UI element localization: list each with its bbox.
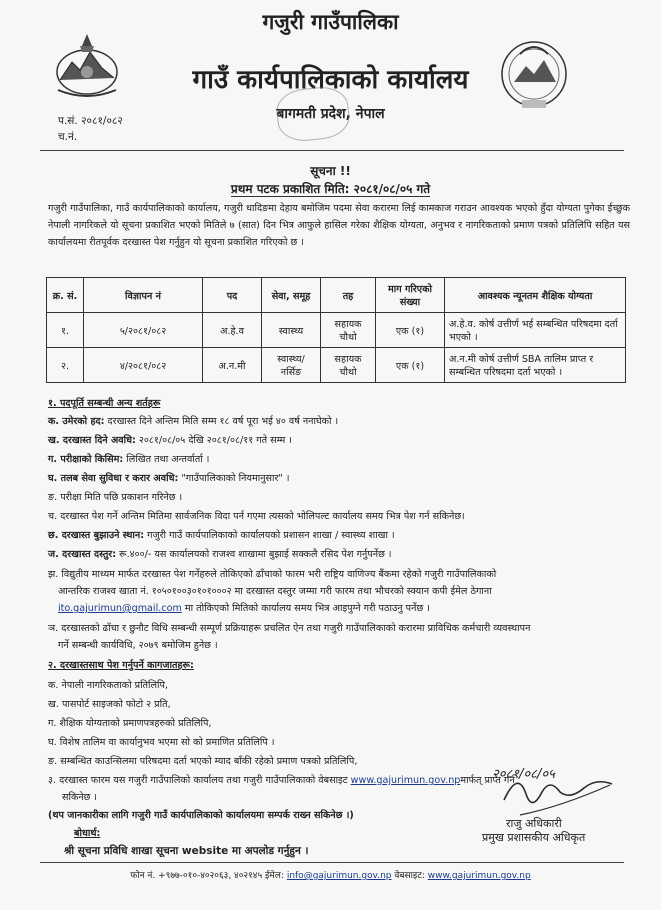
col-header: सेवा, समूह (262, 278, 321, 313)
condition-item: च. दरखास्त पेश गर्ने अन्तिम मितिमा सार्वजनिक विदा पर्न गएमा त्यसको भोलिपल्ट कार्यालय समय भित्र पेश गर्न सकिनेछ। (48, 511, 465, 522)
notice-subtitle (0, 180, 661, 197)
email-link[interactable]: ito.gajurimun@gmail.com (58, 603, 182, 614)
document-item: ग. शैक्षिक योग्यताको प्रमाणपत्रहरुको प्रतिलिपि, (48, 718, 212, 729)
municipality-logo-icon (498, 30, 570, 116)
notice-title: सूचना !! (310, 164, 351, 178)
office-name: गाउँ कार्यपालिकाको कार्यालय (192, 65, 469, 95)
cell-service: स्वास्थ्य (262, 313, 321, 348)
table-row (47, 313, 626, 348)
publication-date: प्रथम पटक प्रकाशित मिति: २०८१/०८/०५ गते (230, 182, 431, 196)
document-item: घ. विशेष तालिम वा कार्यानुभव भएमा सो को प्रमाणित प्रतिलिपि । (48, 737, 275, 748)
col-header: पद (203, 278, 262, 313)
header-divider (40, 150, 624, 151)
condition-item: ज. दरखास्त दस्तुर: रू.४००/- यस कार्यालयको राजश्व शाखामा बुझाई सक्कलै रसिद पेश गर्नुपर्नेछ । (48, 549, 392, 560)
handwritten-date: २०८१/०८/०५ (492, 767, 555, 782)
cell-qualification: अ.न.मी कोर्ष उत्तीर्ण SBA तालिम प्राप्त र सम्बन्धित परिषदमा दर्ता भएको । (445, 348, 626, 383)
footer-phone: फोन नं. +९७७-०१०-४०२०६३, ४०२१४५ (130, 871, 263, 881)
document-item: ङ. सम्बन्धित काउन्सिलमा परिषदमा दर्ता भएको म्याद बाँकी रहेको प्रमाण पत्रको प्रतिलिपि, (48, 756, 358, 767)
website-link[interactable]: www.gajurimun.gov.np (350, 775, 461, 786)
table-row (47, 348, 626, 383)
cell-post: अ.हे.व (203, 313, 262, 348)
condition-item-nya: ञ. दरखास्तको ढाँचा र छुनौट विधि सम्बन्धी सम्पूर्ण प्रक्रियाहरू प्रचलित ऐन तथा गजुरी गाउँपालिकाको करारमा प्राविधिक कर्मचारी व्यवस्थापन गर्ने सम्बन्धी कार्यविधि, २०७९ बमोजिम हुनेछ । (48, 623, 531, 651)
office-address: बागमती प्रदेश, नेपाल (276, 106, 385, 122)
dispatch-number: च.नं. (58, 131, 78, 143)
table-header-row (47, 278, 626, 313)
signer-title: प्रमुख प्रशासकीय अधिकृत (482, 831, 586, 844)
org-name: गजुरी गाउँपालिका (262, 10, 399, 34)
cell-serial: २. (47, 348, 84, 383)
footer-contact: फोन नं. +९७७-०१०-४०२०६३, ४०२१४५ ईमेल: info@gajurimun.gov.np वेबसाइट: www.gajurimun.gov.np (130, 871, 531, 881)
cell-level: सहायक चौथो (321, 348, 376, 383)
form-availability-cont: सकिनेछ । (62, 792, 98, 803)
footer-web-link[interactable]: www.gajurimun.gov.np (427, 871, 531, 881)
reference-number: प.सं. २०८१/०८२ (58, 115, 123, 127)
documents-heading: २. दरखास्तसाथ पेश गर्नुपर्ने कागजातहरू: (48, 660, 194, 671)
col-header: विज्ञापन नं (84, 278, 203, 313)
cc-line: श्री सूचना प्रविधि शाखा सूचना website मा अपलोड गर्नुहुन । (64, 845, 309, 857)
cc-heading: बोधार्थ: (74, 828, 101, 839)
cell-level: सहायक चौथो (321, 313, 376, 348)
condition-item-jha: झ. विद्युतीय माध्यम मार्फत दरखास्त पेश गर्नेहरुले तोकिएको ढाँचाको फारम भरी राष्ट्रिय वाणिज्य बैंकमा रहेको गजुरी गाउँपालिकाको आन्तरिक राजश्व खाता नं. १०५०१००३०१०१०००२ मा दरखास्त दस्तुर जम्मा गरी फारम तथा भौचरको स्क्यान कपी ईमेल ठेगाना ito.gajurimun@gmail.com मा तोकिएको मितिको कार्यालय समय भित्र आइपुग्ने गरी पठाउनु पर्नेछ । (48, 569, 497, 614)
cell-serial: १. (47, 313, 84, 348)
cell-post: अ.न.मी (203, 348, 262, 383)
cell-ad-number: ४/२०८१/०८२ (84, 348, 203, 383)
signer-name: राजु अधिकारी (506, 817, 562, 830)
conditions-heading: १. पदपूर्ति सम्बन्धी अन्य शर्तहरू (48, 398, 161, 409)
cell-count: एक (१) (376, 348, 445, 383)
document-item: क. नेपाली नागरिकताको प्रतिलिपि, (48, 680, 168, 691)
condition-item: क. उमेरको हद: दरखास्त दिने अन्तिम मिति सम्म १८ वर्ष पूरा भई ४० वर्ष ननाघेको । (48, 416, 339, 427)
footer-email-link[interactable]: info@gajurimun.gov.np (286, 871, 392, 881)
col-header: आवश्यक न्यूनतम शैक्षिक योग्यता (445, 278, 626, 313)
condition-item: घ. तलब सेवा सुविधा र करार अवधि: "गाउँपालिकाको नियमानुसार" । (48, 473, 290, 484)
col-header: माग गरिएको संख्या (376, 278, 445, 313)
document-item: ख. पासपोर्ट साइजको फोटो २ प्रति, (48, 699, 171, 710)
condition-item: ख. दरखास्त दिने अवधि: २०८१/०८/०५ देखि २०८१/०८/११ गते सम्म । (48, 435, 292, 446)
condition-item: ङ. परीक्षा मिति पछि प्रकाशन गरिनेछ । (48, 492, 183, 503)
condition-item: छ. दरखास्त बुझाउने स्थान: गजुरी गाउँ कार्यपालिकाको कार्यालयको प्रशासन शाखा / स्वास्थ्य शाखा । (48, 530, 395, 541)
intro-paragraph: गजुरी गाउँपालिका, गाउँ कार्यपालिकाको कार्यालय, गजुरी धादिङमा देहाय बमोजिम पदमा सेवा करारमा लिई कामकाज गराउन आवश्यक भएको हुँदा योग्यता पुगेका ईच्छुक नेपाली नागरिकले यो सूचना प्रकाशित भएको मितिले ७ (सात) दिन भित्र आफुले हासिल गरेका शैक्षिक योग्यता, अनुभव र नागरिकताको प्रमाण पत्रको प्रतिलिपि सहित यस कार्यालयमा रीतपूर्वक दरखास्त पेश गर्नुहुन यो सूचना प्रकाशित गरिएको छ । (48, 203, 630, 248)
footer-divider (40, 862, 624, 863)
cell-service: स्वास्थ्य/ नर्सिङ (262, 348, 321, 383)
form-availability: ३. दरखास्त फारम यस गजुरी गाउँपालिको कार्यालय तथा गजुरी गाउँपालिकाको वेबसाइट www.gajurimun.gov.npमार्फत् प्राप्त गर्न (48, 775, 515, 786)
cell-count: एक (१) (376, 313, 445, 348)
more-info-note: (थप जानकारीका लागि गजुरी गाउँ कार्यपालिकाको कार्यालयमा सम्पर्क राख्न सकिनेछ ।) (48, 810, 354, 821)
col-header: क्र. सं. (47, 278, 84, 313)
cell-ad-number: ५/२०८१/०८२ (84, 313, 203, 348)
col-header: तह (321, 278, 376, 313)
condition-item: ग. परीक्षाको किसिम: लिखित तथा अन्तर्वार्ता । (48, 454, 210, 465)
cell-qualification: अ.हे.व. कोर्ष उत्तीर्ण भई सम्बन्धित परिषदमा दर्ता भएको । (445, 313, 626, 348)
vacancy-table (46, 277, 626, 383)
